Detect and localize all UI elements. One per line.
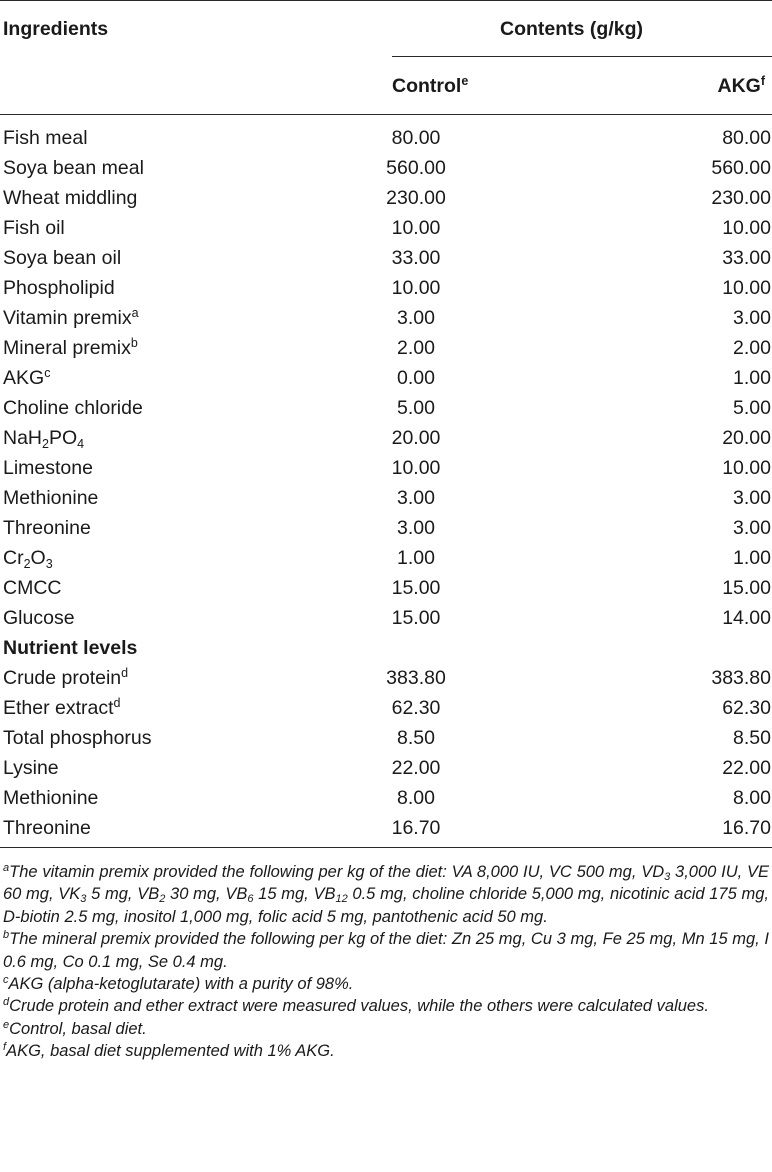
- ingredient-name: [3, 573, 62, 603]
- header-bottom-rule: [0, 114, 772, 115]
- ingredient-name: [3, 423, 84, 453]
- ingredient-name: [3, 123, 88, 153]
- ingredient-name: [3, 723, 152, 753]
- text-fragment: The mineral premix provided the following per kg of the diet: Zn 25 mg, Cu 3 mg, Fe 25 mg, Mn 15 mg, I 0.6 mg, Co 0.1 mg, Se 0.4 mg.: [3, 930, 769, 971]
- table-row: [0, 243, 772, 273]
- akg-value: 20.00: [722, 427, 771, 449]
- ingredient-label: Fish meal: [3, 127, 88, 149]
- table-row: [0, 303, 772, 333]
- akg-value: 230.00: [711, 187, 771, 209]
- contents-underline: [392, 56, 772, 57]
- text-fragment: The vitamin premix provided the following per kg of the diet: VA 8,000 IU, VC 500 mg, VD: [9, 863, 665, 881]
- ingredient-name: [3, 483, 98, 513]
- ingredients-header: Ingredients: [3, 18, 109, 40]
- ingredient-name: [3, 393, 143, 423]
- control-header-note: e: [461, 74, 469, 88]
- table-row: [0, 123, 772, 153]
- table-row: [0, 663, 772, 693]
- subscript: 4: [77, 437, 85, 451]
- control-value: 8.50: [397, 727, 435, 749]
- footnote-marker: b: [3, 929, 10, 942]
- akg-value: 5.00: [733, 397, 771, 419]
- table-row: [0, 393, 772, 423]
- footnote-marker: c: [3, 974, 9, 987]
- ingredient-name: [3, 783, 98, 813]
- ingredient-label: Ether extract: [3, 697, 114, 719]
- akg-value: 16.70: [722, 817, 771, 839]
- ingredient-label: Mineral premix: [3, 337, 131, 359]
- ingredient-name: [3, 693, 121, 723]
- control-value: 8.00: [397, 787, 435, 809]
- table-row: [0, 813, 772, 843]
- control-value: 20.00: [391, 427, 441, 449]
- table-row: [0, 693, 772, 723]
- control-value: 3.00: [397, 517, 435, 539]
- text-fragment: Control, basal diet.: [9, 1019, 147, 1038]
- ingredient-label: Limestone: [3, 457, 93, 479]
- table-row: [0, 483, 772, 513]
- footnote-marker: a: [3, 862, 10, 874]
- ingredient-label: Phospholipid: [3, 277, 115, 299]
- ingredients-table-body: [0, 123, 772, 843]
- ingredient-label: Vitamin premix: [3, 307, 132, 329]
- akg-value: 15.00: [722, 577, 771, 599]
- akg-value: 33.00: [722, 247, 771, 269]
- akg-value: 383.80: [711, 667, 771, 689]
- text-fragment: 3,000 IU, VE 60 mg, VK: [3, 863, 770, 904]
- akg-value: 80.00: [722, 127, 771, 149]
- control-value: 3.00: [397, 307, 435, 329]
- ingredient-name: [3, 183, 137, 213]
- footnote-d: [3, 995, 769, 1017]
- akg-value: 10.00: [722, 217, 771, 239]
- footnote-marker: b: [130, 336, 138, 350]
- footnote-e: [3, 1018, 769, 1040]
- table-row: [0, 273, 772, 303]
- table-row: [0, 363, 772, 393]
- contents-header: Contents (g/kg): [500, 18, 643, 40]
- table-row: [0, 513, 772, 543]
- control-value: 10.00: [391, 217, 441, 239]
- ingredient-name: [3, 813, 91, 843]
- subscript: 3: [45, 557, 53, 571]
- footnote-f: [3, 1040, 769, 1062]
- akg-value: 22.00: [722, 757, 771, 779]
- ingredient-name: [3, 663, 128, 693]
- ingredient-label: Threonine: [3, 517, 91, 539]
- ingredient-name: [3, 603, 75, 633]
- control-value: 2.00: [397, 337, 435, 359]
- text-fragment: 0.5 mg, choline chloride 5,000 mg, nicotinic acid 175 mg, D-biotin 2.5 mg, inositol 1,000 mg, folic acid 5 mg, pantothenic acid 50 mg.: [3, 885, 769, 926]
- table-row: [0, 603, 772, 633]
- table-row: [0, 213, 772, 243]
- footnote-marker: c: [44, 366, 51, 380]
- akg-value: 1.00: [733, 367, 771, 389]
- ingredient-name: [3, 513, 91, 543]
- subscript: 2: [23, 557, 31, 571]
- subscript: 3: [80, 893, 87, 906]
- ingredient-label: Total phosphorus: [3, 727, 152, 749]
- akg-value: 3.00: [733, 487, 771, 509]
- ingredient-label: Lysine: [3, 757, 59, 779]
- ingredient-label: Methionine: [3, 487, 99, 509]
- ingredient-label: Threonine: [3, 817, 91, 839]
- text-fragment: Cr: [3, 547, 24, 569]
- akg-value: 8.00: [733, 787, 771, 809]
- text-fragment: AKG, basal diet supplemented with 1% AKG.: [6, 1042, 335, 1061]
- control-column-header: [392, 74, 468, 98]
- ingredient-label: Methionine: [3, 787, 99, 809]
- table-row: [0, 453, 772, 483]
- subscript: 3: [664, 871, 671, 883]
- akg-value: 560.00: [711, 157, 771, 179]
- akg-value: 14.00: [722, 607, 771, 629]
- akg-value: 10.00: [722, 457, 771, 479]
- table-row: [0, 753, 772, 783]
- akg-header-label: AKG: [717, 75, 761, 97]
- akg-header-note: f: [760, 74, 765, 88]
- ingredient-name: [3, 213, 65, 243]
- control-value: 0.00: [397, 367, 435, 389]
- ingredient-label: Glucose: [3, 607, 75, 629]
- text-fragment: NaH: [3, 427, 43, 449]
- akg-value: 3.00: [733, 517, 771, 539]
- akg-value: 10.00: [722, 277, 771, 299]
- table-bottom-rule: [0, 847, 772, 848]
- control-value: 33.00: [391, 247, 441, 269]
- ingredient-label: AKG: [3, 367, 45, 389]
- ingredient-name: [3, 753, 59, 783]
- section-heading-row: [0, 633, 772, 663]
- control-value: 16.70: [391, 817, 441, 839]
- control-value: 15.00: [391, 577, 441, 599]
- footnote-marker: e: [3, 1018, 10, 1031]
- ingredient-name: [3, 543, 53, 573]
- footnote-marker: d: [3, 996, 10, 1009]
- subscript: 2: [42, 437, 49, 451]
- akg-value: 62.30: [722, 697, 771, 719]
- akg-column-header: [717, 74, 765, 98]
- ingredient-label: Soya bean oil: [3, 247, 122, 269]
- text-fragment: 30 mg, VB: [165, 885, 248, 904]
- table-row: [0, 423, 772, 453]
- footnotes: [3, 861, 769, 1063]
- footnote-marker: d: [121, 666, 129, 680]
- control-value: 62.30: [391, 697, 441, 719]
- text-fragment: 15 mg, VB: [253, 885, 336, 904]
- ingredient-name: [3, 363, 50, 393]
- ingredient-name: [3, 243, 121, 273]
- table-row: [0, 573, 772, 603]
- control-value: 15.00: [391, 607, 441, 629]
- footnote-c: [3, 973, 769, 995]
- table-row: [0, 153, 772, 183]
- subscript: 2: [159, 893, 166, 906]
- footnote-marker: a: [131, 306, 139, 320]
- table-row: [0, 723, 772, 753]
- subscript: 6: [247, 893, 254, 906]
- control-value: 10.00: [391, 457, 441, 479]
- akg-value: 2.00: [733, 337, 771, 359]
- top-rule: [0, 0, 772, 1]
- ingredient-name: [3, 333, 138, 363]
- table-row: [0, 333, 772, 363]
- akg-value: 8.50: [733, 727, 771, 749]
- ingredient-label: Crude protein: [3, 667, 122, 689]
- table-row: [0, 543, 772, 573]
- ingredient-label: Wheat middling: [3, 187, 138, 209]
- footnote-b: [3, 928, 769, 973]
- akg-value: 3.00: [733, 307, 771, 329]
- ingredient-label: Choline chloride: [3, 397, 143, 419]
- text-fragment: O: [30, 547, 46, 569]
- ingredient-label: Fish oil: [3, 217, 65, 239]
- ingredient-name: [3, 453, 93, 483]
- akg-value: 1.00: [733, 547, 771, 569]
- table-row: [0, 783, 772, 813]
- subscript: 12: [335, 893, 348, 906]
- ingredient-name: [3, 273, 115, 303]
- control-value: 383.80: [386, 667, 446, 689]
- control-value: 80.00: [391, 127, 441, 149]
- control-value: 3.00: [397, 487, 435, 509]
- text-fragment: AKG (alpha-ketoglutarate) with a purity of 98%.: [8, 975, 354, 994]
- control-value: 230.00: [386, 187, 446, 209]
- table-row: [0, 183, 772, 213]
- text-fragment: Crude protein and ether extract were measured values, while the others were calculated values.: [9, 997, 709, 1016]
- footnote-a: [3, 861, 769, 928]
- footnote-marker: f: [3, 1041, 7, 1054]
- control-value: 5.00: [397, 397, 435, 419]
- control-value: 560.00: [386, 157, 446, 179]
- text-fragment: 5 mg, VB: [86, 885, 160, 904]
- ingredient-label: Nutrient levels: [3, 637, 138, 659]
- ingredient-name: [3, 633, 137, 663]
- ingredient-name: [3, 303, 139, 333]
- ingredient-label: Soya bean meal: [3, 157, 144, 179]
- footnote-marker: d: [113, 696, 121, 710]
- ingredient-label: CMCC: [3, 577, 62, 599]
- text-fragment: PO: [48, 427, 78, 449]
- ingredient-name: [3, 153, 144, 183]
- control-value: 10.00: [391, 277, 441, 299]
- control-header-label: Control: [392, 75, 462, 97]
- control-value: 1.00: [397, 547, 435, 569]
- control-value: 22.00: [391, 757, 441, 779]
